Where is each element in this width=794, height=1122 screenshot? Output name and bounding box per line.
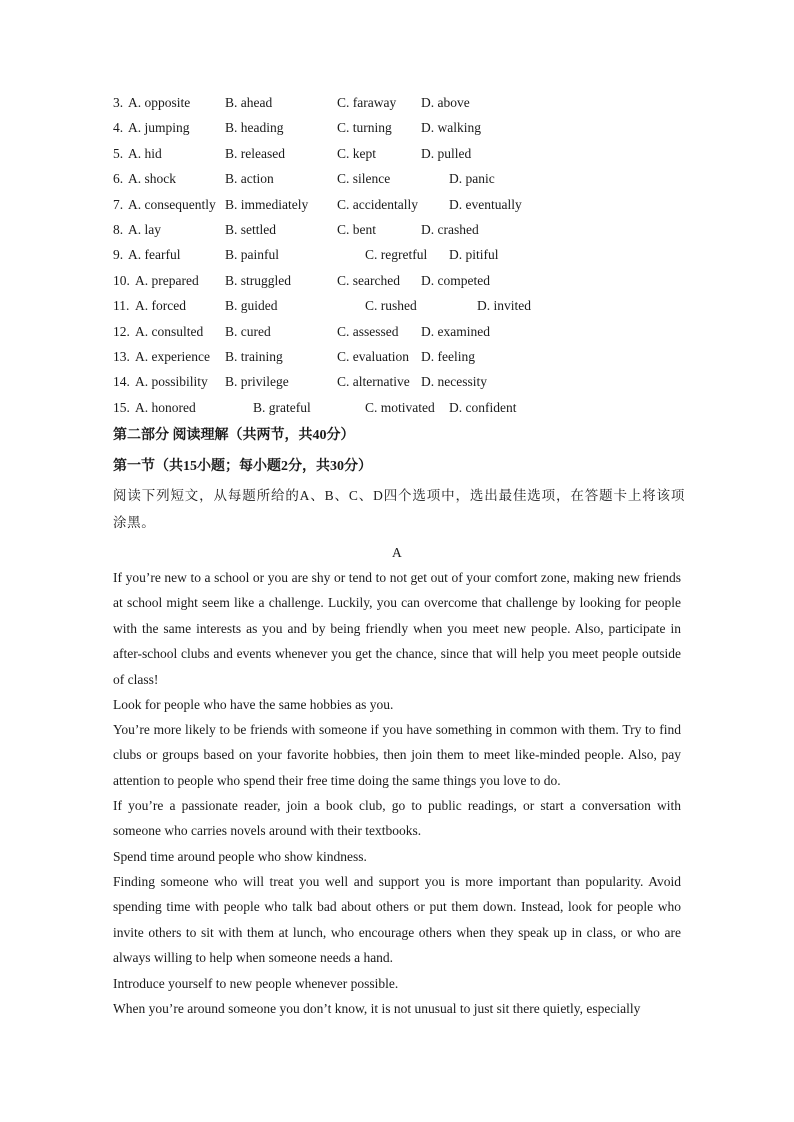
option-row-3 [113,94,713,119]
question-number: 4. [113,120,124,136]
option-a: A. lay [128,221,161,237]
option-a: A. hid [128,145,162,161]
option-c: C. accidentally [337,196,418,212]
option-a: A. consequently [128,196,216,212]
option-c: C. alternative [337,374,410,390]
option-a: A. experience [135,348,210,364]
question-number: 7. [113,196,124,212]
option-c: C. motivated [365,399,435,415]
option-a: A. fearful [128,247,181,263]
option-c: C. kept [337,145,376,161]
passage-heading: Introduce yourself to new people whenever possible. [113,976,399,991]
section-one-title: 第一节（共15小题；每小题2分，共30分） [113,459,372,474]
option-b: B. training [225,348,283,364]
option-b: B. struggled [225,272,291,288]
option-b: B. cured [225,323,271,339]
option-d: D. eventually [449,196,522,212]
option-c: C. faraway [337,95,397,110]
option-c: C. searched [337,272,400,288]
option-d: D. pitiful [449,247,499,263]
option-b: B. heading [225,120,284,136]
question-number: 5. [113,145,124,161]
passage-paragraph: Finding someone who will treat you well and support you is more important than popularity. Avoid spending time with people who talk bad about others or put them down. Instead, look for people who invite others to sit with them at lunch, who encourage others when they speak up in class, or who are always willing to help when someone needs a hand. [113,874,681,966]
option-a: A. forced [135,298,186,314]
passage-paragraph: If you’re a passionate reader, join a book club, go to public readings, or start a conversation with someone who carries novels around with their textbooks. [113,798,681,839]
passage-paragraph: When you’re around someone you don’t know, it is not unusual to just sit there quietly, especially [113,1001,641,1016]
passage-heading: Spend time around people who show kindness. [113,849,367,864]
question-number: 6. [113,171,124,187]
option-a: A. shock [128,171,176,187]
question-number: 9. [113,247,124,263]
option-row-11 [113,297,713,322]
option-row-6 [113,170,713,195]
option-d: D. above [421,95,470,110]
option-c: C. regretful [365,247,428,263]
answer-options-list [113,94,713,424]
option-c: C. silence [337,171,391,187]
passage-label: A [392,545,402,560]
option-d: D. walking [421,120,481,136]
option-row-14 [113,373,713,398]
option-d: D. feeling [421,348,475,364]
option-d: D. pulled [421,145,472,161]
option-row-5 [113,145,713,170]
question-number: 14. [113,374,130,390]
option-a: A. honored [135,399,196,415]
option-a: A. prepared [135,272,199,288]
option-a: A. consulted [135,323,204,339]
option-b: B. action [225,171,274,187]
option-b: B. guided [225,298,278,314]
question-number: 3. [113,95,124,110]
option-c: C. evaluation [337,348,409,364]
question-number: 15. [113,399,130,415]
instructions-text: 阅读下列短文，从每题所给的A、B、C、D四个选项中，选出最佳选项，在答题卡上将该项涂黑。 [113,488,685,530]
option-c: C. bent [337,221,376,237]
question-number: 13. [113,348,130,364]
option-row-13 [113,348,713,373]
option-b: B. grateful [253,399,311,415]
option-d: D. necessity [421,374,487,390]
option-d: D. confident [449,399,517,415]
question-number: 10. [113,272,130,288]
option-d: D. crashed [421,221,479,237]
option-a: A. opposite [128,95,191,110]
option-c: C. rushed [365,298,417,314]
option-row-12 [113,323,713,348]
option-c: C. turning [337,120,392,136]
option-row-7 [113,196,713,221]
question-number: 8. [113,221,124,237]
option-row-4 [113,119,713,144]
option-d: D. invited [477,298,531,314]
option-b: B. painful [225,247,279,263]
option-b: B. ahead [225,95,273,110]
passage-heading: Look for people who have the same hobbies as you. [113,697,394,712]
option-row-8 [113,221,713,246]
option-b: B. immediately [225,196,309,212]
option-d: D. examined [421,323,490,339]
option-row-10 [113,272,713,297]
option-row-15 [113,399,713,424]
option-d: D. competed [421,272,490,288]
passage-paragraph: If you’re new to a school or you are shy or tend to not get out of your comfort zone, making new friends at school might seem like a challenge. Luckily, you can overcome that challenge by looking for people with the same interests as you and by being friendly when you meet new people. Also, participate in after-school clubs and events whenever you get the chance, since that will help you meet people outside of class! [113,570,681,687]
option-b: B. released [225,145,285,161]
part-two-title: 第二部分 阅读理解（共两节，共40分） [113,428,355,443]
option-d: D. panic [449,171,495,187]
option-b: B. settled [225,221,276,237]
option-row-9 [113,246,713,271]
option-b: B. privilege [225,374,289,390]
question-number: 11. [113,298,130,314]
passage-paragraph: You’re more likely to be friends with someone if you have something in common with them. Try to find clubs or groups based on your favorite hobbies, then join them to meet like-minded people. Also, pay attention to people who spend their free time doing the same things you love to do. [113,722,681,788]
question-number: 12. [113,323,130,339]
option-a: A. possibility [135,374,208,390]
option-a: A. jumping [128,120,190,136]
option-c: C. assessed [337,323,399,339]
